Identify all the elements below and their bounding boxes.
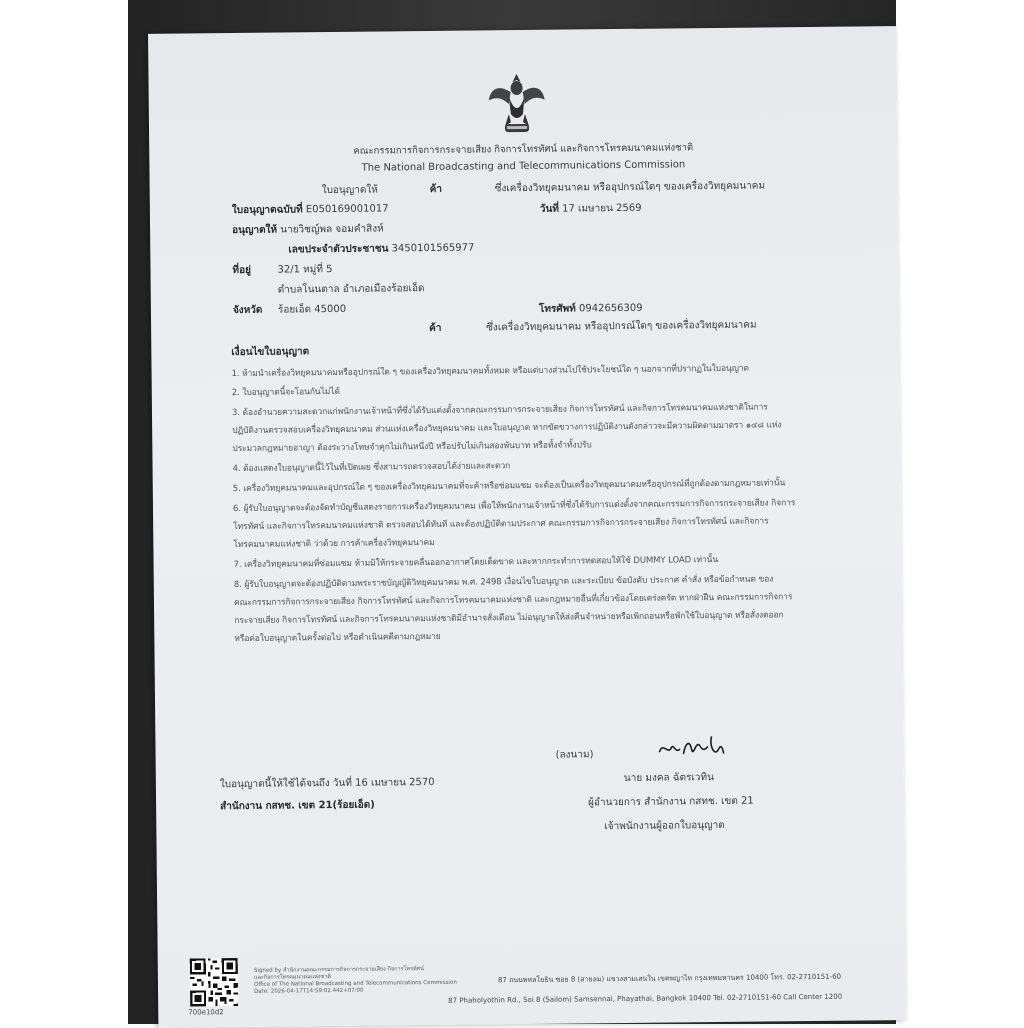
address-label: ที่อยู่ bbox=[232, 264, 252, 277]
condition-line: 7. เครื่องวิทยุคมนาคมที่ซ่อมแซม ห้ามมิให้กระจายคลื่นออกอากาศโดยเด็ดขาด และหากกระทำการทดสอบให้ใช้ DUMMY LOAD เท่านั้น bbox=[233, 554, 719, 571]
trade-description-2: ซึ่งเครื่องวิทยุคมนาคม หรืออุปกรณ์ใดๆ ของเครื่องวิทยุคมนาคม bbox=[486, 319, 757, 334]
condition-line: กระจายเสียง กิจการโทรทัศน์ และกิจการโทรคมนาคมแห่งชาติมีอำนาจสั่งเตือน ไม่อนุญาตให้ส่งคืนจำหน่ายหรือเพิกถอนหรือพักใช้ใบอนุญาต หรือสั่งงดออก bbox=[234, 610, 784, 627]
signer-role: เจ้าพนักงานผู้ออกใบอนุญาต bbox=[604, 819, 725, 833]
national-id-row bbox=[288, 241, 474, 258]
trade-label-2: ค้า bbox=[429, 322, 442, 334]
province-label: จังหวัด bbox=[232, 304, 263, 317]
org-name-thai: คณะกรรมการกิจการกระจายเสียง กิจการโทรทัศน์ และกิจการโทรคมนาคมแห่งชาติ bbox=[353, 142, 694, 157]
license-number-label: ใบอนุญาตฉบับที่ bbox=[231, 204, 303, 217]
signed-line: Signed by สำนักงานคณะกรรมการกิจการกระจายเสียง กิจการโทรทัศน์ bbox=[253, 966, 424, 974]
qr-code-icon bbox=[190, 958, 239, 1007]
signed-line: Date: 2026-04-17T14:59:02.442+07:00 bbox=[254, 987, 364, 995]
sign-label: (ลงนาม) bbox=[555, 749, 594, 761]
license-number-row bbox=[232, 201, 389, 218]
national-id-value: 3450101565977 bbox=[391, 242, 475, 255]
condition-line: 6. ผู้รับใบอนุญาตจะต้องจัดทำบัญชีแสดงรายการเครื่องวิทยุคมนาคม เพื่อให้พนักงานเจ้าหน้าที่ซึ่งได้รับการแต่งตั้งจากคณะกรรมการกิจการกระจายเสียง กิจการ bbox=[232, 498, 796, 515]
signed-line: Office of The National Broadcasting and Telecommunications Commission bbox=[253, 979, 457, 988]
province-value: ร้อยเอ็ด 45000 bbox=[277, 303, 347, 316]
condition-line: คณะกรรมการกิจการกระจายเสียง กิจการโทรทัศน์ และกิจการโทรคมนาคมแห่งชาติ และกฎหมายอื่นที่เกี่ยวข้องโดยเคร่งครัด หากฝ่าฝืน คณะกรรมการกิจการ bbox=[233, 592, 793, 609]
signer-title: ผู้อำนวยการ สำนักงาน กสทช. เขต 21 bbox=[588, 795, 754, 809]
condition-line: ประมวลกฎหมายอาญา ต้องระวางโทษจำคุกไม่เกินหนึ่งปี หรือปรับไม่เกินสองพันบาท หรือทั้งจำทั้งปรับ bbox=[232, 440, 592, 455]
license-document bbox=[148, 26, 906, 1028]
licensee-row bbox=[232, 221, 384, 238]
digital-signature-block bbox=[254, 966, 457, 996]
address-line-2: ตำบลโนนตาล อำเภอเมืองร้อยเอ็ด bbox=[277, 283, 425, 296]
issue-date-value: 17 เมษายน 2569 bbox=[562, 202, 642, 215]
phone-row bbox=[539, 301, 643, 317]
condition-line: 8. ผู้รับใบอนุญาตจะต้องปฏิบัติตามพระราชบัญญัติวิทยุคมนาคม พ.ศ. 2498 เงื่อนไขใบอนุญาต และระเบียบ ข้อบังคับ ประกาศ คำสั่ง หรือข้อกำหนด ของ bbox=[233, 574, 774, 591]
phone-value: 0942656309 bbox=[578, 302, 643, 315]
condition-line: 1. ห้ามนำเครื่องวิทยุคมนาคมหรืออุปกรณ์ใด ๆ ของเครื่องวิทยุคมนาคมทั้งหมด หรือแต่บางส่วนไปใช้ประโยชน์ใด ๆ นอกจากที่ปรากฏในใบอนุญาต bbox=[231, 363, 749, 380]
issuing-office: สำนักงาน กสทช. เขต 21(ร้อยเอ็ด) bbox=[220, 799, 375, 813]
condition-line: ปฏิบัติงานตรวจสอบเครื่องวิทยุคมนาคม ส่วนแห่งเครื่องวิทยุคมนาคม และใบอนุญาต หากขัดขวางการปฏิบัติงานดังกล่าวจะมีความผิดตามมาตรา ๑๔๘ แห่ง bbox=[232, 420, 782, 437]
qr-code-label: 700e10d2 bbox=[188, 1008, 224, 1017]
national-id-label: เลขประจำตัวประชาชน bbox=[288, 243, 389, 256]
grant-label: ใบอนุญาตให้ bbox=[321, 184, 378, 197]
phone-label: โทรศัพท์ bbox=[538, 303, 576, 315]
issue-date-label: วันที่ bbox=[539, 203, 559, 215]
garuda-emblem-icon bbox=[486, 70, 547, 141]
address-line-1: 32/1 หมู่ที่ 5 bbox=[277, 263, 333, 276]
trade-label: ค้า bbox=[429, 183, 443, 195]
signer-name: นาย มงคล ฉัตรเวทิน bbox=[623, 772, 715, 784]
issue-date-row bbox=[540, 201, 642, 217]
signed-line: และกิจการโทรคมนาคมแห่งชาติ bbox=[253, 974, 331, 981]
footer-address-english: 87 Phaholyothin Rd., Soi 8 (Sailom) Samsennai, Phayathai, Bangkok 10400 Tel. 02-2710151-60 Call Center 1200 bbox=[448, 992, 843, 1005]
condition-line: หรือต่อใบอนุญาตในครั้งต่อไป หรือดำเนินคดีตามกฎหมาย bbox=[234, 631, 441, 645]
condition-line: 2. ใบอนุญาตนี้จะโอนกันไม่ได้ bbox=[231, 386, 340, 399]
conditions-title: เงื่อนไขใบอนุญาต bbox=[231, 346, 310, 359]
handwritten-signature-icon bbox=[655, 733, 727, 762]
licensee-label: อนุญาตให้ bbox=[232, 224, 278, 237]
condition-line: 4. ต้องแสดงใบอนุญาตนี้ไว้ในที่เปิดเผย ซึ่งสามารถตรวจสอบได้ง่ายและสะดวก bbox=[232, 461, 511, 475]
footer-address-thai: 87 ถนนพหลโยธิน ซอย 8 (สายลม) แขวงสามเสนใน เขตพญาไท กรุงเทพมหานคร 10400 โทร. 02-2710151-60 bbox=[497, 972, 842, 985]
condition-line: 5. เครื่องวิทยุคมนาคมและอุปกรณ์ใด ๆ ของเครื่องวิทยุคมนาคมที่จะค้าหรือซ่อมแซม จะต้องเป็นเครื่องวิทยุคมนาคมหรืออุปกรณ์ที่ถูกต้องตามกฎหมายเท่านั้น bbox=[232, 478, 786, 495]
license-number-value: E050169001017 bbox=[305, 203, 389, 216]
condition-line: 3. ต้องอำนวยความสะดวกแก่พนักงานเจ้าหน้าที่ซึ่งได้รับแต่งตั้งจากคณะกรรมการกระจายเสียง กิจการโทรทัศน์ และกิจการโทรคมนาคมแห่งชาติในการ bbox=[231, 402, 768, 419]
condition-line: โทรทัศน์ และกิจการโทรคมนาคมแห่งชาติ ตรวจสอบได้ทันที และต้องปฏิบัติตามประกาศ คณะกรรมการกิจการกระจายเสียง กิจการโทรทัศน์ และกิจการ bbox=[233, 516, 769, 533]
org-name-english: The National Broadcasting and Telecommunications Commission bbox=[361, 159, 686, 174]
licensee-name: นายวิชญ์พล จอมคำสิงห์ bbox=[280, 223, 384, 236]
trade-description: ซึ่งเครื่องวิทยุคมนาคม หรืออุปกรณ์ใดๆ ของเครื่องวิทยุคมนาคม bbox=[494, 180, 766, 195]
valid-until: ใบอนุญาตนี้ให้ใช้ได้จนถึง วันที่ 16 เมษายน 2570 bbox=[219, 776, 435, 791]
condition-line: โทรคมนาคมแห่งชาติ ว่าด้วย การค้าเครื่องวิทยุคมนาคม bbox=[233, 537, 435, 551]
